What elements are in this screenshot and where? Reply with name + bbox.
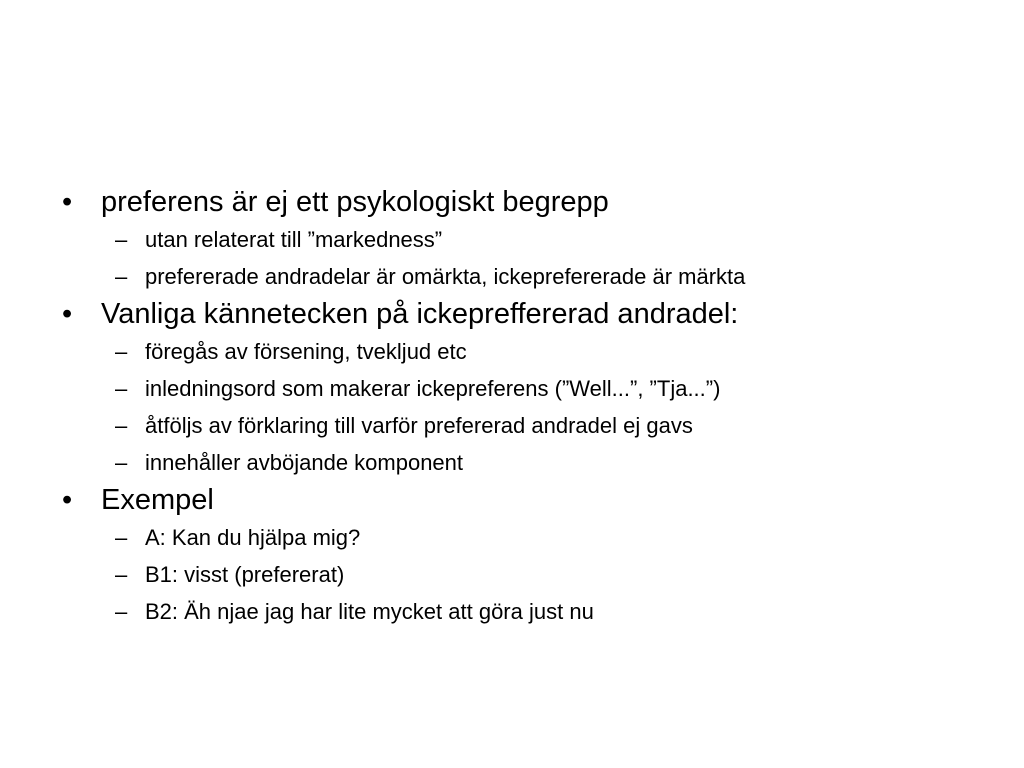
sub-item (0, 370, 1024, 407)
sub-item-text: utan relaterat till ”markedness” (145, 227, 443, 252)
bullet-item (0, 183, 1024, 221)
bullet-item (0, 481, 1024, 519)
sub-item-text: föregås av försening, tvekljud etc (145, 339, 467, 364)
dash-marker: – (115, 376, 128, 401)
sub-item (0, 221, 1024, 258)
sub-item-text: prefererade andradelar är omärkta, ickeprefererade är märkta (145, 264, 746, 289)
bullet-marker: • (62, 298, 73, 330)
sub-item-text: inledningsord som makerar ickepreferens (”Well...”, ”Tja...”) (145, 376, 721, 401)
sub-item-text: B2: Äh njae jag har lite mycket att göra just nu (145, 599, 594, 624)
sub-item-text: innehåller avböjande komponent (145, 450, 464, 475)
dash-marker: – (115, 339, 128, 364)
bullet-text: Vanliga kännetecken på ickepreffererad andradel: (101, 298, 739, 330)
bullet-marker: • (62, 186, 73, 218)
sub-item (0, 593, 1024, 630)
dash-marker: – (115, 562, 128, 587)
sub-item-text: B1: visst (prefererat) (145, 562, 345, 587)
sub-item (0, 519, 1024, 556)
sub-item-text: åtföljs av förklaring till varför prefererad andradel ej gavs (145, 413, 693, 438)
dash-marker: – (115, 599, 128, 624)
sub-item (0, 444, 1024, 481)
bullet-list (0, 183, 1024, 630)
dash-marker: – (115, 450, 128, 475)
bullet-marker: • (62, 484, 73, 516)
dash-marker: – (115, 264, 128, 289)
dash-marker: – (115, 227, 128, 252)
sub-item (0, 407, 1024, 444)
sub-item (0, 333, 1024, 370)
bullet-text: Exempel (101, 484, 214, 516)
dash-marker: – (115, 413, 128, 438)
bullet-text: preferens är ej ett psykologiskt begrepp (101, 186, 609, 218)
dash-marker: – (115, 525, 128, 550)
bullet-item (0, 295, 1024, 333)
sub-item (0, 258, 1024, 295)
sub-item (0, 556, 1024, 593)
sub-item-text: A: Kan du hjälpa mig? (145, 525, 361, 550)
